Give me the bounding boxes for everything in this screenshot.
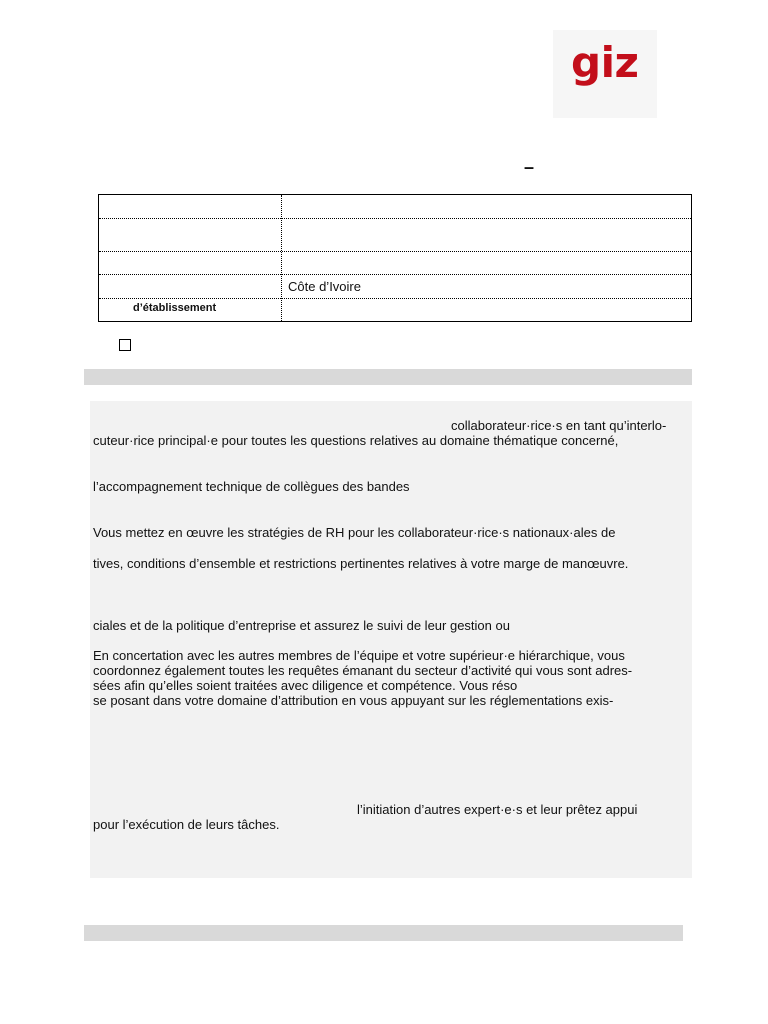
content-line: collaborateur·rice·s en tant qu’interlo-	[451, 418, 667, 433]
info-row-1	[99, 195, 691, 219]
section-header-bar	[84, 369, 692, 385]
country-value: Côte d’Ivoire	[288, 279, 361, 294]
content-line: tives, conditions d’ensemble et restrictions pertinentes relatives à votre marge de manœuvre.	[93, 556, 629, 571]
content-line: sées afin qu’elles soient traitées avec diligence et compétence. Vous réso	[93, 678, 518, 693]
content-line: l’accompagnement technique de collègues des bandes	[93, 479, 410, 494]
info-row-2	[99, 219, 691, 252]
info-row-3	[99, 252, 691, 275]
info-table	[98, 194, 692, 322]
giz-logo: giz	[571, 38, 639, 87]
content-line: coordonnez également toutes les requêtes émanant du secteur d’activité qui vous sont adres-	[93, 663, 633, 678]
content-line: En concertation avec les autres membres de l’équipe et votre supérieur·e hiérarchique, vous	[93, 648, 625, 663]
info-column-divider	[281, 195, 282, 321]
checkbox[interactable]	[119, 339, 131, 351]
content-line: pour l’exécution de leurs tâches.	[93, 817, 280, 832]
content-line: l’initiation d’autres expert·e·s et leur prêtez appui	[357, 802, 638, 817]
content-line: se posant dans votre domaine d’attribution en vous appuyant sur les réglementations exis-	[93, 693, 614, 708]
establishment-label: d’établissement	[133, 302, 217, 314]
content-line: cuteur·rice principal·e pour toutes les questions relatives au domaine thématique concerné,	[93, 433, 619, 448]
content-line: Vous mettez en œuvre les stratégies de RH pour les collaborateur·rice·s nationaux·ales de	[93, 525, 616, 540]
section-header-bar-2	[84, 925, 683, 941]
title-dash: –	[524, 157, 535, 177]
content-line: ciales et de la politique d’entreprise et assurez le suivi de leur gestion ou	[93, 618, 510, 633]
info-row-country	[99, 275, 691, 299]
